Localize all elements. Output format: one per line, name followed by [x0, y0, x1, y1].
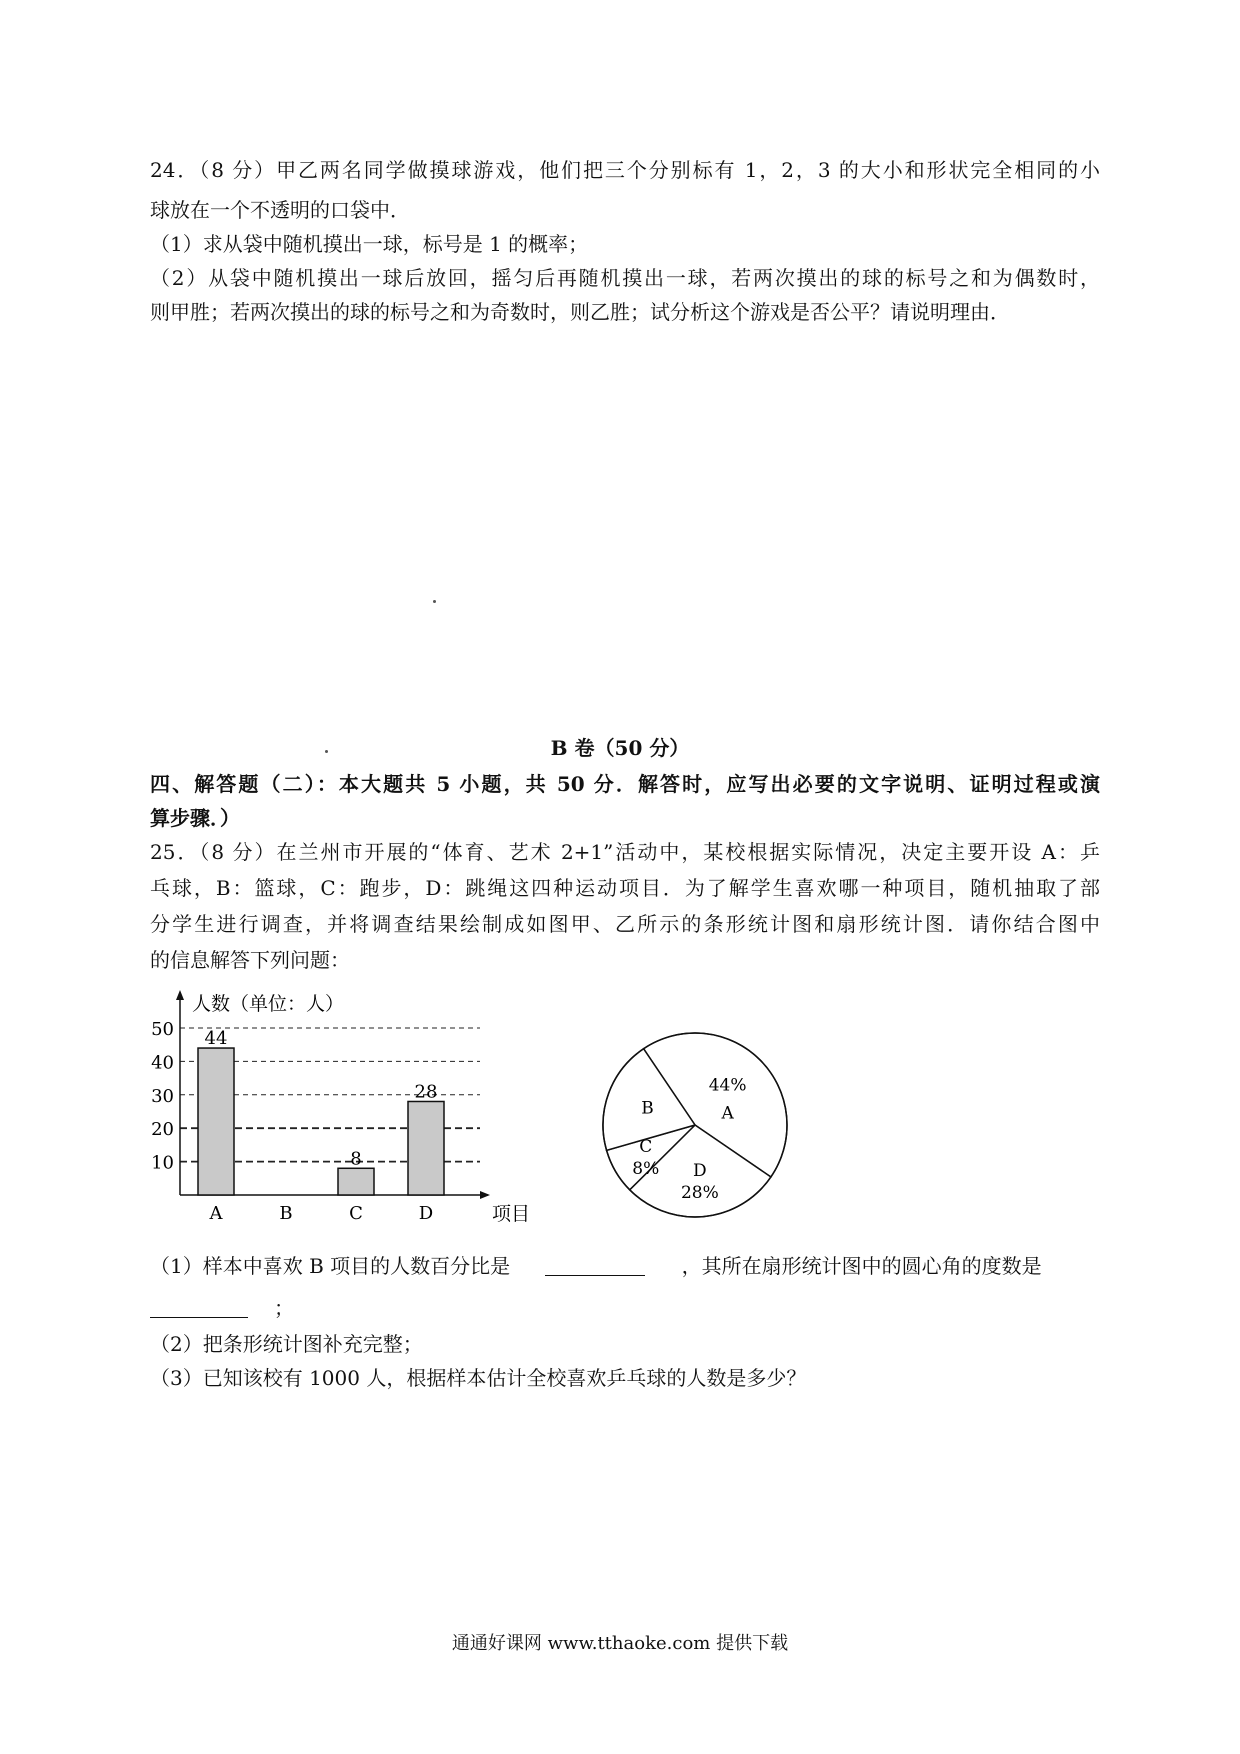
q24-line1: 24．（8 分）甲乙两名同学做摸球游戏，他们把三个分别标有 1，2，3 的大小和形状完全相同的小 [150, 158, 1100, 182]
y-tick-label: 50 [151, 1019, 174, 1040]
q25-line1: 25．（8 分）在兰州市开展的“体育、艺术 2+1”活动中，某校根据实际情况，决定主要开设 A：乒 [150, 840, 1100, 864]
bar-data-label-C: 8 [350, 1148, 362, 1170]
x-tick-label-D: D [418, 1203, 434, 1224]
answer-blank-percent[interactable] [545, 1255, 645, 1276]
x-tick-label-C: C [349, 1203, 363, 1224]
pie-label-C: C [639, 1136, 653, 1157]
section-b-title: B 卷（50 分） [550, 736, 690, 760]
y-tick-label: 30 [151, 1085, 174, 1107]
speck-dot [433, 600, 436, 603]
x-tick-label-B: B [279, 1203, 293, 1224]
q25-sub1-text-c: ； [274, 1296, 294, 1320]
bar-C [338, 1168, 374, 1195]
x-tick-label-A: A [209, 1203, 223, 1224]
y-tick-label: 40 [151, 1052, 174, 1074]
bar-chart-xlabel: 项目 [492, 1203, 531, 1225]
q25-sub1-text-a: （1）样本中喜欢 B 项目的人数百分比是 [150, 1254, 511, 1278]
pie-label-B: B [641, 1098, 654, 1119]
footer-text: 通通好课网 www.tthaoke.com 提供下载 [451, 1633, 789, 1654]
bar-data-label-D: 28 [414, 1081, 438, 1103]
pie-label-A: A [721, 1103, 734, 1124]
pie-percent-A: 44% [708, 1075, 747, 1096]
q24-sub2a: （2）从袋中随机摸出一球后放回，摇匀后再随机摸出一球，若两次摸出的球的标号之和为偶数时， [150, 266, 1100, 290]
q25-sub1-line2 [150, 1294, 294, 1322]
answer-blank-angle[interactable] [150, 1297, 248, 1318]
q25-sub1-line1 [150, 1252, 1042, 1280]
y-axis-arrow [176, 990, 184, 1000]
q25-sub1-text-b: ，其所在扇形统计图中的圆心角的度数是 [681, 1254, 1042, 1278]
bar-chart [140, 980, 560, 1240]
bar-data-label-A: 44 [204, 1028, 228, 1050]
bar-A [198, 1048, 234, 1195]
q24-sub1: （1）求从袋中随机摸出一球，标号是 1 的概率； [150, 232, 589, 256]
bar-chart-ylabel: 人数（单位：人） [192, 993, 345, 1015]
q25-line3: 分学生进行调查，并将调查结果绘制成如图甲、乙所示的条形统计图和扇形统计图．请你结合图中 [150, 912, 1100, 936]
pie-label-D: D [693, 1161, 707, 1182]
y-tick-label: 20 [151, 1119, 174, 1141]
y-tick-label: 10 [151, 1152, 174, 1174]
bar-D [408, 1101, 444, 1195]
q24-line2: 球放在一个不透明的口袋中． [150, 198, 410, 222]
q25-sub2: （2）把条形统计图补充完整； [150, 1332, 423, 1356]
x-axis-arrow [480, 1191, 490, 1199]
section-b-heading-line1: 四、解答题（二）：本大题共 5 小题，共 50 分．解答时，应写出必要的文字说明、证明过程或演 [150, 772, 1100, 796]
pie-percent-D: 28% [680, 1183, 719, 1204]
pie-chart [590, 1020, 800, 1230]
pie-percent-C: 8% [632, 1158, 660, 1179]
q25-sub3: （3）已知该校有 1000 人，根据样本估计全校喜欢乒乓球的人数是多少？ [150, 1366, 807, 1390]
q25-line4: 的信息解答下列问题： [150, 948, 350, 972]
section-b-heading-line2: 算步骤．） [150, 806, 240, 830]
q25-line2: 乓球，B：篮球，C：跑步，D：跳绳这四种运动项目．为了解学生喜欢哪一种项目，随机抽取了部 [150, 876, 1100, 900]
q24-sub2b: 则甲胜；若两次摸出的球的标号之和为奇数时，则乙胜；试分析这个游戏是否公平？请说明理由． [150, 300, 1010, 324]
